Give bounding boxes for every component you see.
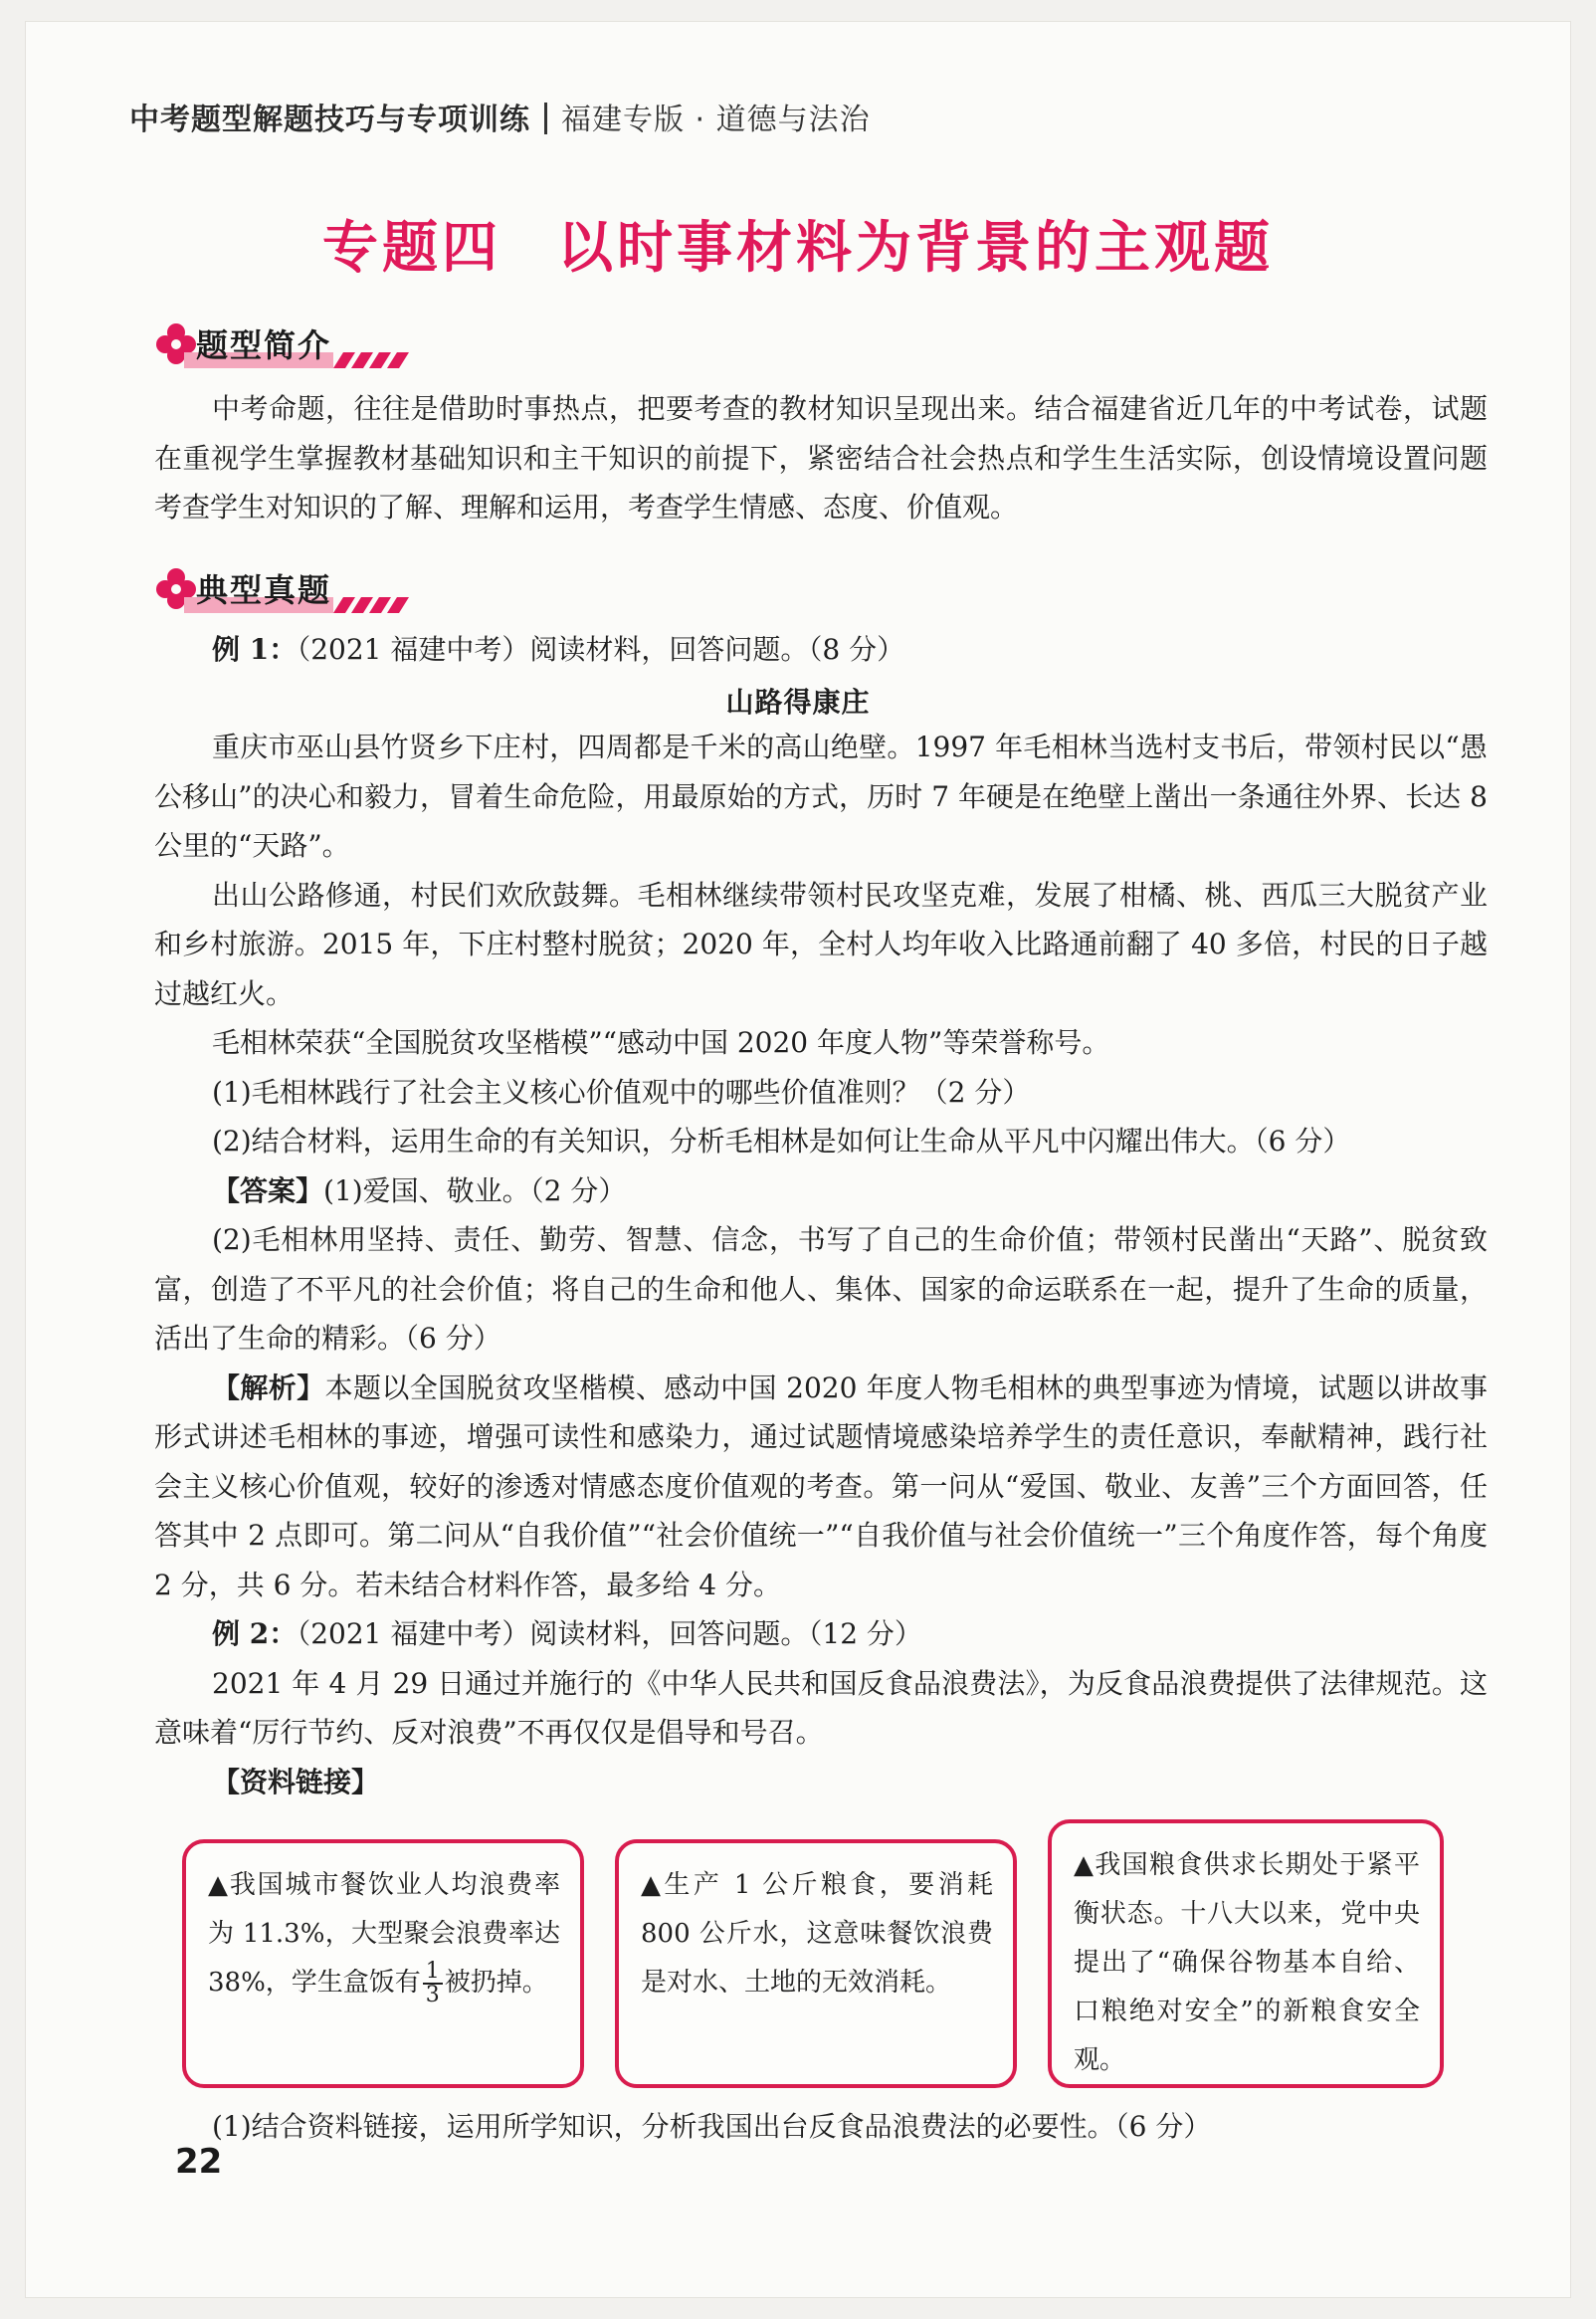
section-label-intro: 题型简介 bbox=[196, 326, 332, 364]
material-title: 山路得康庄 bbox=[725, 686, 871, 719]
example2-prompt-text: （2021 福建中考）阅读材料，回答问题。（12 分） bbox=[297, 1617, 922, 1650]
resource-box-3: ▲我国粮食供求长期处于紧平衡状态。十八大以来，党中央提出了“确保谷物基本自给、口粮绝对安全”的新粮食安全观。 bbox=[1048, 1819, 1444, 2088]
example1-prompt-text: （2021 福建中考）阅读材料，回答问题。（8 分） bbox=[297, 633, 905, 666]
intro-paragraph: 中考命题，往往是借助时事热点，把要考查的教材知识呈现出来。结合福建省近几年的中考试卷，试题在重视学生掌握教材基础知识和主干知识的前提下，紧密结合社会热点和学生生活实际，创设情境设置问题考查学生对知识的了解、理解和运用，考查学生情感、态度、价值观。 bbox=[154, 392, 1488, 524]
section-heading-examples bbox=[154, 565, 413, 621]
edition-label: 福建专版 · 道德与法治 bbox=[561, 103, 871, 137]
example1-body bbox=[154, 723, 1488, 1806]
example2-question1-wrap bbox=[154, 2102, 1488, 2152]
book-title: 中考题型解题技巧与专项训练 bbox=[129, 103, 530, 137]
section-heading-intro bbox=[154, 320, 413, 376]
example1-prompt bbox=[154, 625, 1488, 675]
analysis-label: 【解析】 bbox=[212, 1370, 325, 1404]
page-number: 22 bbox=[175, 2142, 223, 2182]
example1-para1: 重庆市巫山县竹贤乡下庄村，四周都是千米的高山绝壁。1997 年毛相林当选村支书后，带领村民以“愚公移山”的决心和毅力，冒着生命危险，用最原始的方式，历时 7 年硬是在绝壁上凿出一条通往外界、长达 8 公里的“天路”。 bbox=[154, 731, 1488, 862]
resource-box-2: ▲生产 1 公斤粮食，要消耗 800 公斤水，这意味餐饮浪费是对水、土地的无效消耗。 bbox=[615, 1839, 1017, 2088]
section-label-examples: 典型真题 bbox=[196, 571, 332, 609]
chapter-heading: 以时事材料为背景的主观题 bbox=[557, 215, 1274, 281]
chapter-number: 专题四 bbox=[322, 215, 501, 281]
answer2: (2)毛相林用坚持、责任、勤劳、智慧、信念，书写了自己的生命价值；带领村民凿出“天路”、脱贫致富，创造了不平凡的社会价值；将自己的生命和他人、集体、国家的命运联系在一起，提升了生命的质量，活出了生命的精彩。（6 分） bbox=[154, 1223, 1488, 1355]
example1-label: 例 1： bbox=[212, 633, 298, 666]
example1-question2: (2)结合材料，运用生命的有关知识，分析毛相林是如何让生命从平凡中闪耀出伟大。（6 分） bbox=[212, 1125, 1351, 1158]
resource-link-label: 【资料链接】 bbox=[212, 1765, 380, 1798]
answer-label: 【答案】 bbox=[212, 1173, 324, 1207]
example1-question1: (1)毛相林践行了社会主义核心价值观中的哪些价值准则？（2 分） bbox=[212, 1075, 1031, 1109]
example2-para1: 2021 年 4 月 29 日通过并施行的《中华人民共和国反食品浪费法》，为反食品浪费提供了法律规范。这意味着“厉行节约、反对浪费”不再仅仅是倡导和号召。 bbox=[154, 1666, 1488, 1749]
resource-box-1: ▲我国城市餐饮业人均浪费率为 11.3%，大型聚会浪费率达 38%，学生盒饭有 $\frac{1}{3}$ 被扔掉。 bbox=[182, 1839, 584, 2088]
fraction-one-third: $\frac{1}{3}$ bbox=[423, 1961, 443, 2006]
answer1: (1)爱国、敬业。（2 分） bbox=[323, 1173, 627, 1207]
example2-question1: (1)结合资料链接，运用所学知识，分析我国出台反食品浪费法的必要性。（6 分） bbox=[212, 2110, 1212, 2143]
header-divider bbox=[544, 103, 547, 134]
running-header bbox=[129, 95, 871, 138]
example2-label: 例 2： bbox=[212, 1617, 298, 1650]
example1-para3: 毛相林荣获“全国脱贫攻坚楷模”“感动中国 2020 年度人物”等荣誉称号。 bbox=[212, 1026, 1110, 1059]
chapter-title bbox=[0, 204, 1596, 284]
example1-para2: 出山公路修通，村民们欢欣鼓舞。毛相林继续带领村民攻坚克难，发展了柑橘、桃、西瓜三大脱贫产业和乡村旅游。2015 年，下庄村整村脱贫；2020 年，全村人均年收入比路通前翻了 40 多倍，村民的日子越过越红火。 bbox=[154, 878, 1488, 1010]
analysis-text: 本题以全国脱贫攻坚楷模、感动中国 2020 年度人物毛相林的典型事迹为情境，试题以讲故事形式讲述毛相林的事迹，增强可读性和感染力，通过试题情境感染培养学生的责任意识，奉献精神，践行社会主义核心价值观，较好的渗透对情感态度价值观的考查。第一问从“爱国、敬业、友善”三个方面回答，任答其中 2 点即可。第二问从“自我价值”“社会价值统一”“自我价值与社会价值统一”三个角度作答，每个角度 2 分，共 6 分。若未结合材料作答，最多给 4 分。 bbox=[154, 1370, 1488, 1601]
